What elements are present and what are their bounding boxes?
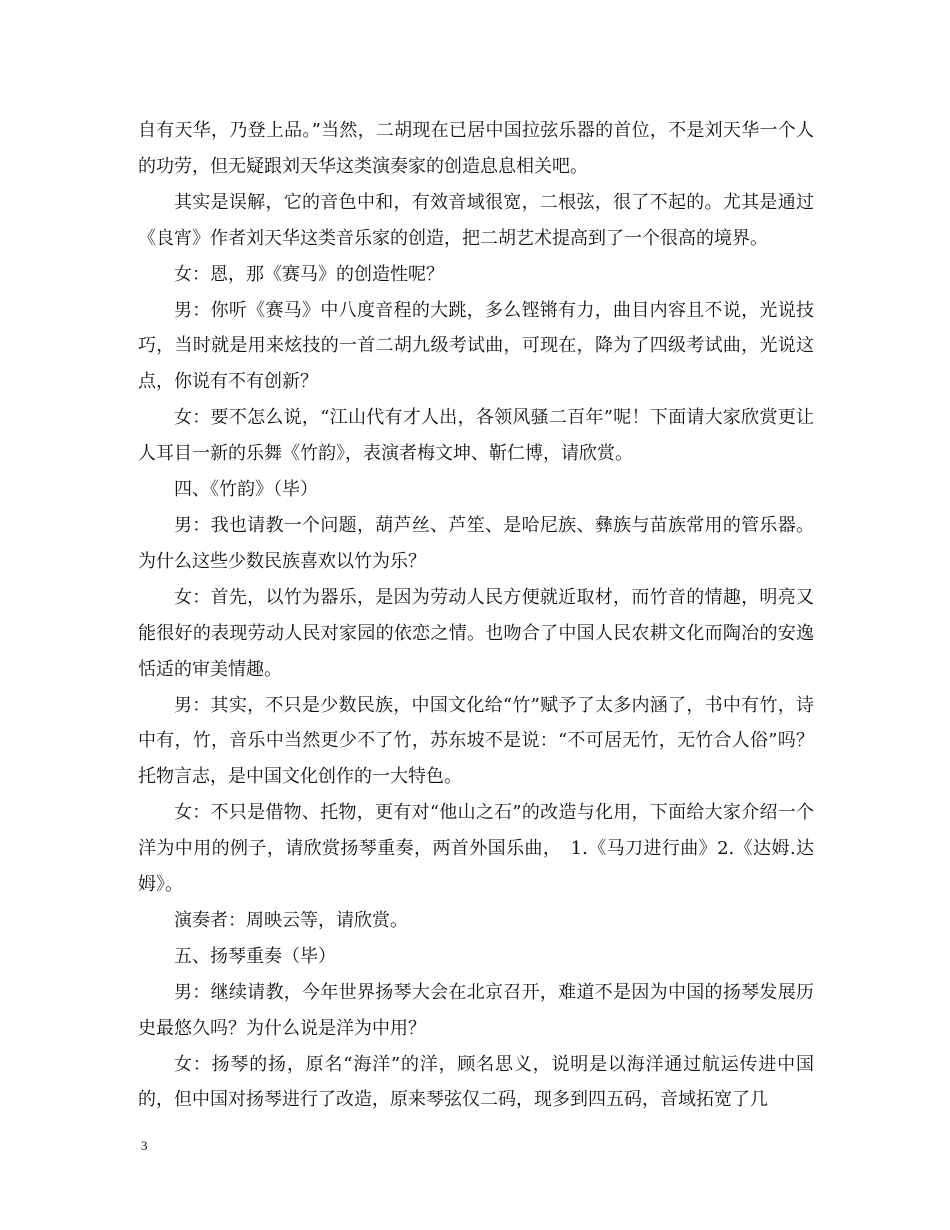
paragraph: 男：其实，不只是少数民族，中国文化给“竹”赋予了太多内涵了，书中有竹，诗中有，竹，音乐中当然更少不了竹，苏东坡不是说：“不可居无竹，无竹合人俗”吗？托物言志，是中国文化创作的一大特色。 — [138, 694, 814, 788]
paragraph: 女：恩，那《赛马》的创造性呢？ — [174, 263, 444, 285]
body-text — [138, 113, 814, 1118]
paragraph: 男：我也请教一个问题，葫芦丝、芦笙、是哈尼族、彝族与苗族常用的管乐器。为什么这些少数民族喜欢以竹为乐？ — [138, 514, 814, 572]
page-number: 3 — [141, 1138, 148, 1153]
paragraph: 自有天华，乃登上品。”当然，二胡现在已居中国拉弦乐器的首位，不是刘天华一个人的功劳，但无疑跟刘天华这类演奏家的创造息息相关吧。 — [138, 120, 814, 177]
paragraph: 演奏者：周映云等，请欣赏。 — [174, 909, 408, 931]
paragraph: 女：扬琴的扬，原名“海洋”的洋，顾名思义，说明是以海洋通过航运传进中国的，但中国对扬琴进行了改造，原来琴弦仅二码，现多到四五码，音域拓宽了几 — [138, 1053, 814, 1111]
paragraph: 男：你听《赛马》中八度音程的大跳，多么铿锵有力，曲目内容且不说，光说技巧，当时就是用来炫技的一首二胡九级考试曲，可现在，降为了四级考试曲，光说这点，你说有不有创新？ — [138, 299, 814, 393]
paragraph: 女：不只是借物、托物，更有对“他山之石”的改造与化用，下面给大家介绍一个洋为中用的例子，请欣赏扬琴重奏，两首外国乐曲， 1.《马刀进行曲》2.《达姆.达姆》。 — [138, 802, 814, 896]
paragraph: 女：要不怎么说，“江山代有才人出，各领风骚二百年”呢！下面请大家欣赏更让人耳目一新的乐舞《竹韵》，表演者梅文坤、靳仁博，请欣赏。 — [138, 407, 814, 465]
section-heading: 四、《竹韵》（毕） — [174, 479, 318, 501]
paragraph: 男：继续请教，今年世界扬琴大会在北京召开，难道不是因为中国的扬琴发展历史最悠久吗？为什么说是洋为中用？ — [138, 981, 814, 1039]
section-heading: 五、扬琴重奏（毕） — [174, 945, 336, 967]
paragraph: 其实是误解，它的音色中和，有效音域很宽，二根弦，很了不起的。尤其是通过《良宵》作者刘天华这类音乐家的创造，把二胡艺术提高到了一个很高的境界。 — [138, 191, 814, 249]
paragraph: 女：首先，以竹为器乐，是因为劳动人民方便就近取材，而竹音的情趣，明亮又能很好的表现劳动人民对家园的依恋之情。也吻合了中国人民农耕文化而陶冶的安逸恬适的审美情趣。 — [138, 586, 814, 680]
